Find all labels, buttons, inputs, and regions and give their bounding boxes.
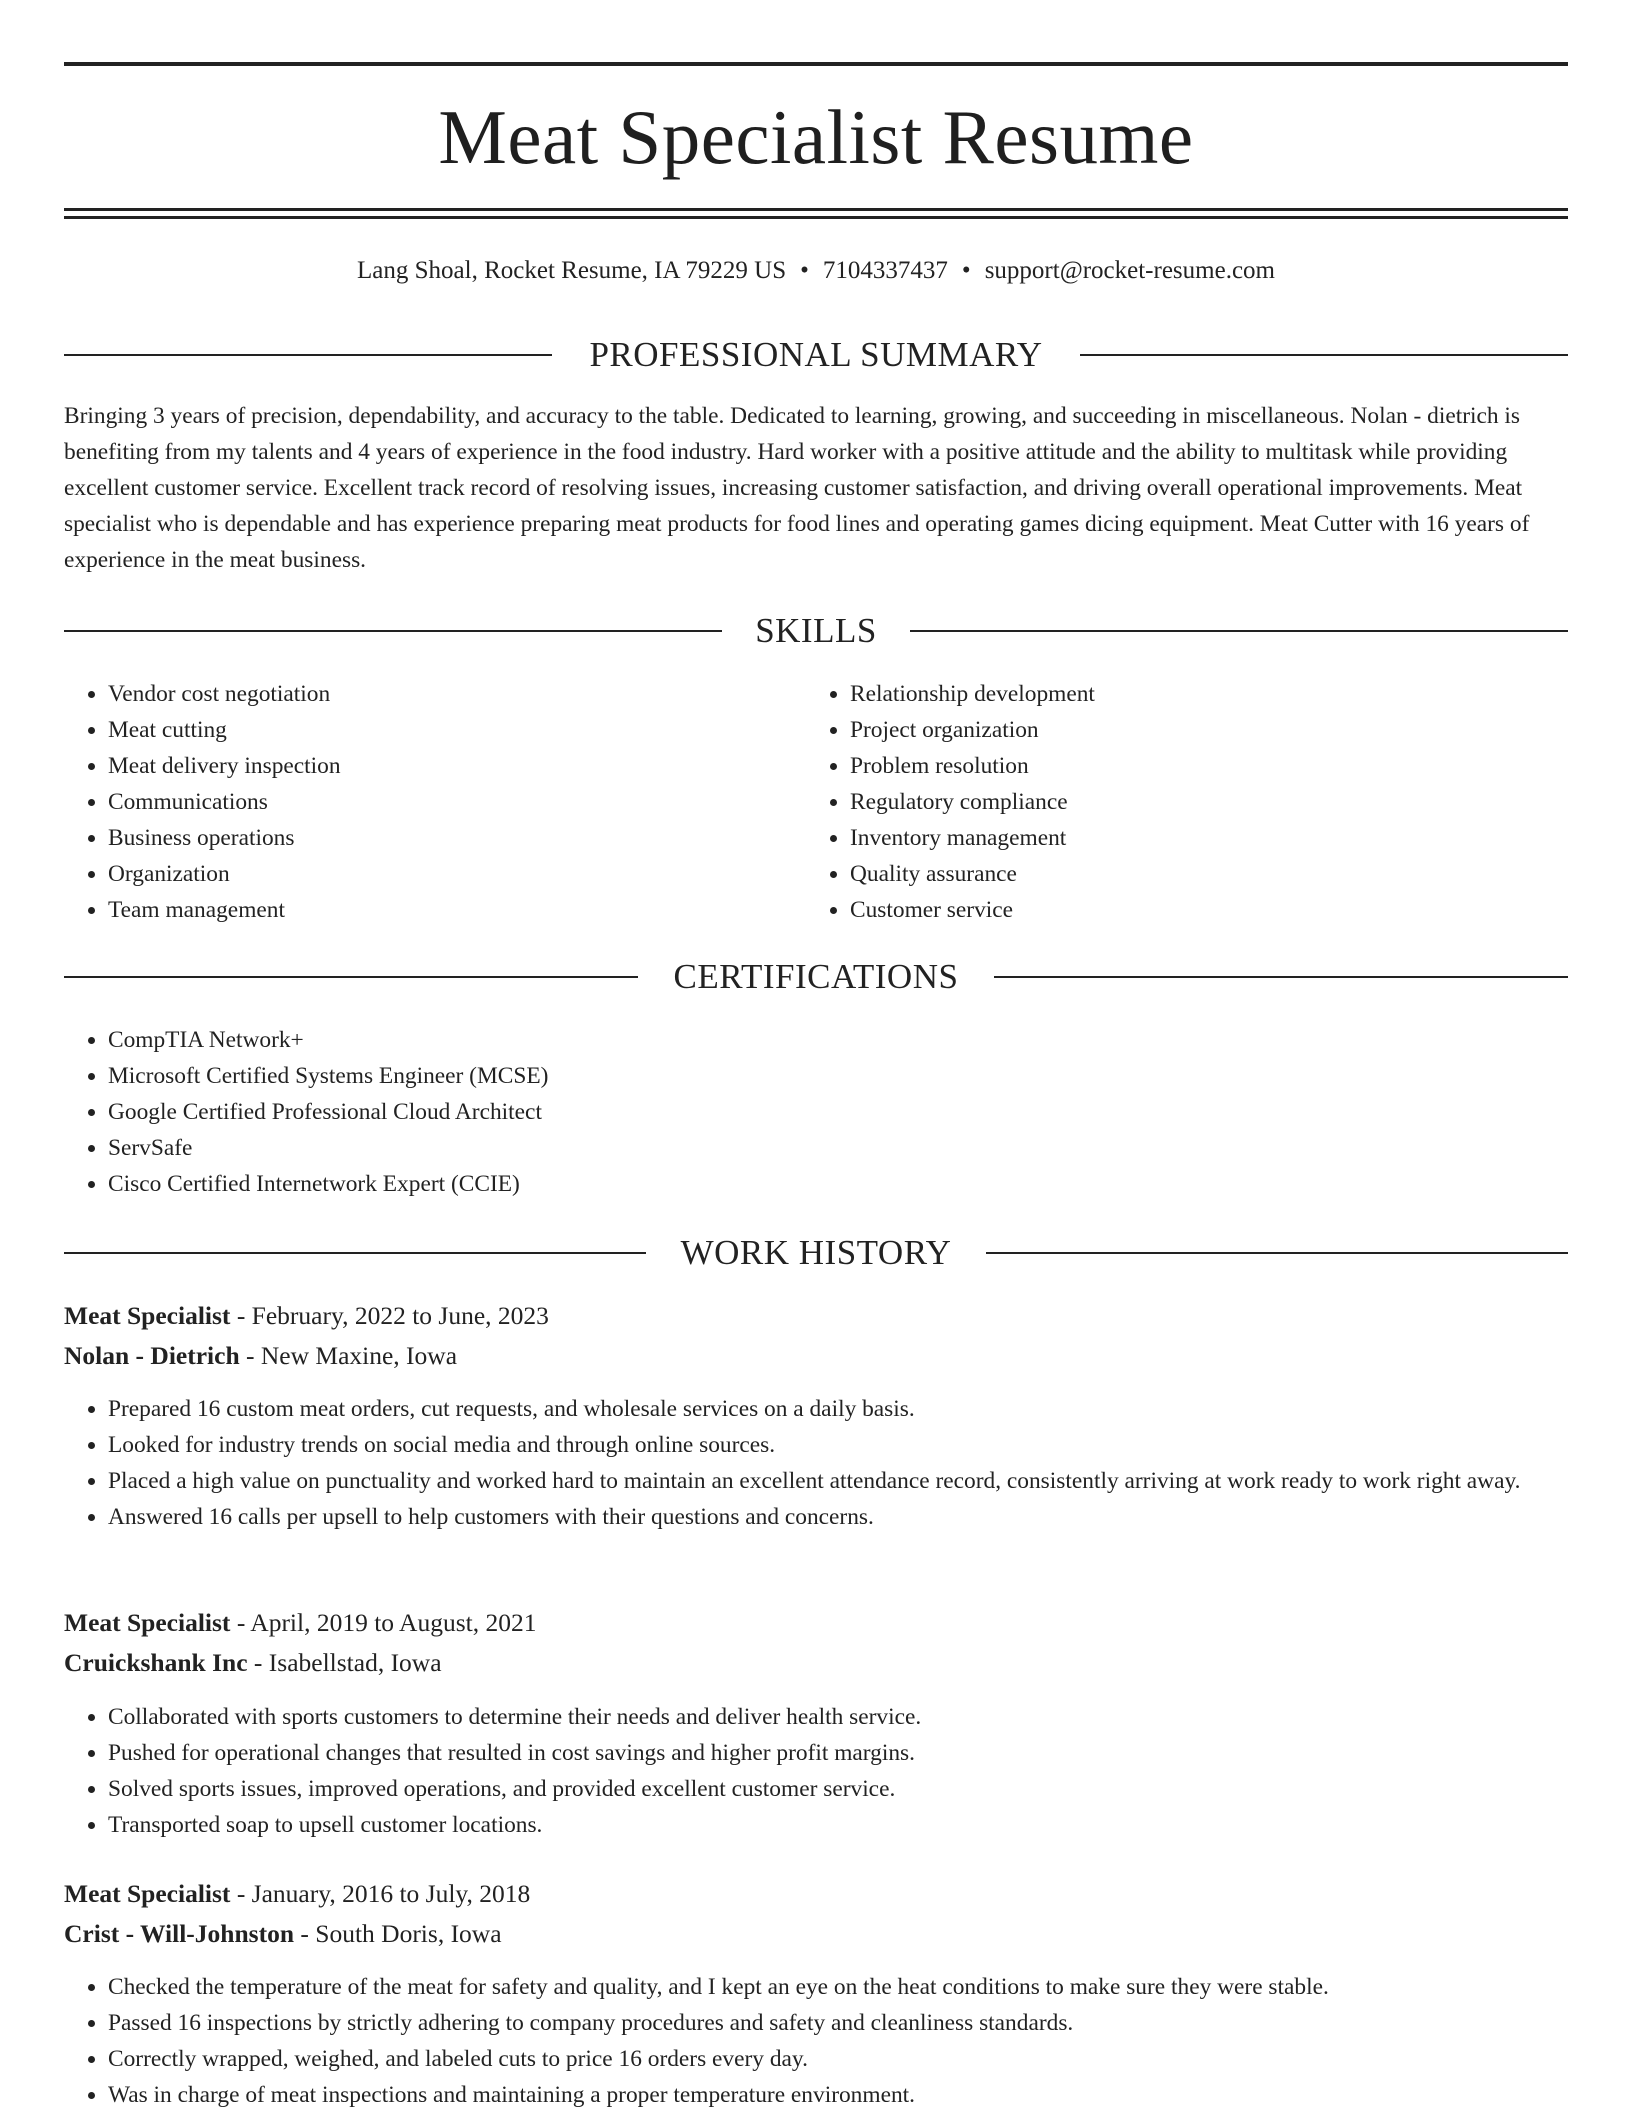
- job-company-line: [64, 1643, 442, 1683]
- job-role: Meat Specialist: [64, 1301, 231, 1330]
- contact-phone: 7104337437: [822, 257, 948, 284]
- work-history-section-heading: [64, 1231, 1568, 1275]
- job-location: - Isabellstad, Iowa: [247, 1648, 442, 1677]
- skill-item: • Team management: [108, 892, 808, 928]
- job-bullets: [64, 1969, 1568, 2113]
- top-rule: [64, 62, 1568, 66]
- skills-list-right: [806, 676, 1550, 928]
- job-bullet: • Looked for industry trends on social media and through online sources.: [108, 1427, 1568, 1463]
- job-bullet: • Transported soap to upsell customer locations.: [108, 1807, 1568, 1843]
- job-company: Cruickshank Inc: [64, 1648, 248, 1677]
- job-bullets: [64, 1391, 1568, 1535]
- contact-line: [64, 255, 1568, 287]
- skills-list-left: [64, 676, 808, 928]
- job-bullet: • Correctly wrapped, weighed, and labeled cuts to price 16 orders every day.: [108, 2041, 1568, 2077]
- job-bullet: • Passed 16 inspections by strictly adhering to company procedures and safety and cleanliness standards.: [108, 2005, 1568, 2041]
- contact-separator: •: [961, 257, 971, 284]
- skill-item: • Vendor cost negotiation: [108, 676, 808, 712]
- job-role-line: [64, 1296, 549, 1336]
- skill-item: • Meat cutting: [108, 712, 808, 748]
- job-company: Crist - Will-Johnston: [64, 1919, 295, 1948]
- certification-item: • Google Certified Professional Cloud Architect: [108, 1094, 1568, 1130]
- skill-item: • Business operations: [108, 820, 808, 856]
- contact-email: support@rocket-resume.com: [984, 257, 1275, 284]
- job-role-line: [64, 1603, 536, 1643]
- contact-separator: •: [800, 257, 809, 284]
- job-bullet: • Pushed for operational changes that resulted in cost savings and higher profit margins.: [108, 1735, 1568, 1771]
- page-title: Meat Specialist Resume: [438, 94, 1194, 180]
- certification-item: • CompTIA Network+: [108, 1022, 1568, 1058]
- skill-item: • Regulatory compliance: [850, 784, 1550, 820]
- skills-section-heading: [64, 609, 1568, 653]
- certification-item: • Microsoft Certified Systems Engineer (MCSE): [108, 1058, 1568, 1094]
- job-bullet: • Answered 16 calls per upsell to help customers with their questions and concerns.: [108, 1499, 1568, 1535]
- job-location: - New Maxine, Iowa: [239, 1341, 458, 1370]
- skill-item: • Inventory management: [850, 820, 1550, 856]
- certification-item: • ServSafe: [108, 1130, 1568, 1166]
- skill-item: • Organization: [108, 856, 808, 892]
- job-bullet: • Collaborated with sports customers to determine their needs and deliver health service.: [108, 1699, 1568, 1735]
- heading-label: SKILLS: [755, 611, 877, 650]
- job-bullet: • Was in charge of meat inspections and maintaining a proper temperature environment.: [108, 2077, 1568, 2113]
- job-bullet: • Prepared 16 custom meat orders, cut requests, and wholesale services on a daily basis.: [108, 1391, 1568, 1427]
- job-bullet: • Placed a high value on punctuality and worked hard to maintain an excellent attendance record, consistently arriving at work ready to work right away.: [108, 1463, 1568, 1499]
- skill-item: • Customer service: [850, 892, 1550, 928]
- summary-section-heading: [64, 333, 1568, 377]
- skill-item: • Communications: [108, 784, 808, 820]
- job-company-line: [64, 1336, 457, 1376]
- job-dates: - January, 2016 to July, 2018: [230, 1879, 531, 1908]
- job-bullets: [64, 1699, 1568, 1843]
- job-bullet: • Checked the temperature of the meat for safety and quality, and I kept an eye on the heat conditions to make sure they were stable.: [108, 1969, 1568, 2005]
- job-role-line: [64, 1874, 530, 1914]
- title-rule-lower: [64, 216, 1568, 219]
- job-dates: - February, 2022 to June, 2023: [230, 1301, 549, 1330]
- skill-item: • Problem resolution: [850, 748, 1550, 784]
- heading-label: CERTIFICATIONS: [673, 957, 959, 996]
- contact-address: Lang Shoal, Rocket Resume, IA 79229 US: [357, 257, 787, 284]
- skill-item: • Quality assurance: [850, 856, 1550, 892]
- skill-item: • Relationship development: [850, 676, 1550, 712]
- title-rule-upper: [64, 208, 1568, 211]
- summary-text: Bringing 3 years of precision, dependability, and accuracy to the table. Dedicated to learning, growing, and succeeding in miscellaneous. Nolan - dietrich is benefiting from my talents and 4 years of experience in the food industry. Hard worker with a positive attitude and the ability to multitask while providing excellent customer service. Excellent track record of resolving issues, increasing customer satisfaction, and driving overall operational improvements. Meat specialist who is dependable and has experience preparing meat products for food lines and operating games dicing equipment. Meat Cutter with 16 years of experience in the meat business.: [64, 403, 1530, 573]
- job-location: - South Doris, Iowa: [294, 1919, 502, 1948]
- job-company-line: [64, 1914, 502, 1954]
- certification-item: • Cisco Certified Internetwork Expert (CCIE): [108, 1166, 1568, 1202]
- skill-item: • Project organization: [850, 712, 1550, 748]
- heading-label: PROFESSIONAL SUMMARY: [589, 335, 1043, 374]
- job-bullet: • Solved sports issues, improved operations, and provided excellent customer service.: [108, 1771, 1568, 1807]
- job-role: Meat Specialist: [64, 1879, 231, 1908]
- job-role: Meat Specialist: [64, 1608, 231, 1637]
- certifications-section-heading: [64, 955, 1568, 999]
- certifications-list: [64, 1022, 1568, 1202]
- job-company: Nolan - Dietrich: [64, 1341, 240, 1370]
- job-dates: - April, 2019 to August, 2021: [230, 1608, 537, 1637]
- heading-label: WORK HISTORY: [680, 1233, 952, 1272]
- skill-item: • Meat delivery inspection: [108, 748, 808, 784]
